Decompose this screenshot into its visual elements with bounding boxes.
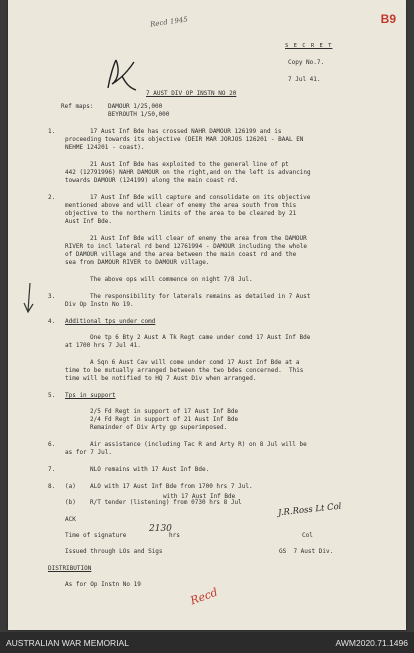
para-number: 7. xyxy=(48,466,56,473)
document-page xyxy=(8,0,406,630)
para-number: 5. xyxy=(48,392,56,399)
para-line: R/T tender (listening) from 0730 hrs 8 Jul xyxy=(90,499,242,506)
para-line: Div Op Instn No 19. xyxy=(65,301,134,308)
document-date: 7 Jul 41. xyxy=(288,76,321,83)
para-line: time will be notified to HQ 7 Aust Div when arranged. xyxy=(65,375,257,382)
time-suffix: hrs xyxy=(169,532,180,539)
para-line: A Sqn 6 Aust Cav will come under comd 17 Aust Inf Bde at a xyxy=(90,359,300,366)
page-title: 7 AUST DIV OP INSTN NO 20 xyxy=(146,90,237,97)
distribution-heading: DISTRIBUTION xyxy=(48,565,92,572)
gs-line: GS 7 Aust Div. xyxy=(279,548,334,555)
para-line: as for 7 Jul. xyxy=(65,449,112,456)
rank-label: Col xyxy=(302,532,313,539)
handwritten-initials-mark xyxy=(100,54,142,96)
para-line: time to be mutually arranged between the two bdes concerned. This xyxy=(65,367,304,374)
margin-arrow-mark xyxy=(22,281,38,315)
para-line: objective to the northern limits of the area to be cleared by 21 xyxy=(65,210,297,217)
time-of-signature-label: Time of signature xyxy=(65,532,127,539)
para-line: NEHME 124201 - coast). xyxy=(65,144,145,151)
ref-map-damour: DAMOUR 1/25,000 xyxy=(108,103,163,110)
ref-map-beyrouth: BEYROUTH 1/50,000 xyxy=(108,111,170,118)
para-line: Air assistance (including Tac R and Arty R) on 8 Jul will be xyxy=(90,441,307,448)
section-heading: Tps in support xyxy=(65,392,116,399)
para-line: proceeding towards its objective (DEIR MAR JORJOS 126201 - BAAL EN xyxy=(65,136,304,143)
time-of-signature-value: 2130 xyxy=(149,524,172,534)
para-number: 1. xyxy=(48,128,56,135)
para-line: RIVER to incl lateral rd bend 12761994 - DAMOUR including the whole xyxy=(65,243,308,250)
para-line: 21 Aust Inf Bde has exploited to the general line of pt xyxy=(90,161,289,168)
para-line: towards DAMOUR (124199) along the main coast rd. xyxy=(65,177,239,184)
archive-name: AUSTRALIAN WAR MEMORIAL xyxy=(6,638,129,648)
para-line: 2/4 Fd Regt in support of 21 Aust Inf Bde xyxy=(90,416,239,423)
para-number: 2. xyxy=(48,194,56,201)
distribution-text: As for Op Instn No 19 xyxy=(65,581,141,588)
para-line: The above ops will commence on night 7/8 Jul. xyxy=(90,276,253,283)
section-heading: Additional tps under comd xyxy=(65,318,156,325)
archive-record-id: AWM2020.71.1496 xyxy=(335,638,408,648)
handwritten-bottom-initials: Recd xyxy=(188,585,220,608)
para-line: Remainder of Div Arty gp superimposed. xyxy=(90,424,228,431)
para-line: 2/5 Fd Regt in support of 17 Aust Inf Bde xyxy=(90,408,239,415)
para-line: The responsibility for laterals remains as detailed in 7 Aust xyxy=(90,293,311,300)
para-line: One tp 6 Bty 2 Aust A Tk Regt came under comd 17 Aust Inf Bde xyxy=(90,334,311,341)
para-line: sea from DAMOUR RIVER to DAMOUR village. xyxy=(65,259,210,266)
para-line: mentioned above and will clear of enemy the area south from this xyxy=(65,202,297,209)
para-line: at 1700 hrs 7 Jul 41. xyxy=(65,342,141,349)
para-number: 4. xyxy=(48,318,56,325)
issued-line: Issued through LOs and Sigs xyxy=(65,548,163,555)
signature: J.R.Ross Lt Col xyxy=(277,501,342,519)
para-line: NLO remains with 17 Aust Inf Bde. xyxy=(90,466,210,473)
ref-maps-label: Ref maps: xyxy=(61,103,94,110)
para-line: 17 Aust Inf Bde will capture and consolidate on its objective xyxy=(90,194,311,201)
ack-label: ACK xyxy=(65,516,76,523)
typed-overlay-line: with 17 Aust Inf Bde xyxy=(163,493,236,500)
para-line: 442 (12791996) NAHR DAMOUR on the right,and on the left is advancing xyxy=(65,169,311,176)
classification-label: S E C R E T xyxy=(285,43,333,49)
para-line: ALO with 17 Aust Inf Bde from 1700 hrs 7 Jul. xyxy=(90,483,253,490)
para-line: of DAMOUR village and the area between the main coast rd and the xyxy=(65,251,297,258)
handwritten-received-note: Recd 1945 xyxy=(149,15,189,29)
para-line: Aust Inf Bde. xyxy=(65,218,112,225)
para-line: 21 Aust Inf Bde will clear of enemy the area from the DAMOUR xyxy=(90,235,307,242)
copy-number: Copy No.7. xyxy=(288,59,325,66)
subpara-tag: (a) xyxy=(65,483,76,490)
archive-footer-bar xyxy=(0,632,414,653)
box-code-mark: B9 xyxy=(380,12,396,26)
para-line: 17 Aust Inf Bde has crossed NAHR DAMOUR 126199 and is xyxy=(90,128,282,135)
subpara-tag: (b) xyxy=(65,499,76,506)
para-number: 6. xyxy=(48,441,56,448)
para-number: 3. xyxy=(48,293,56,300)
para-number: 8. xyxy=(48,483,56,490)
